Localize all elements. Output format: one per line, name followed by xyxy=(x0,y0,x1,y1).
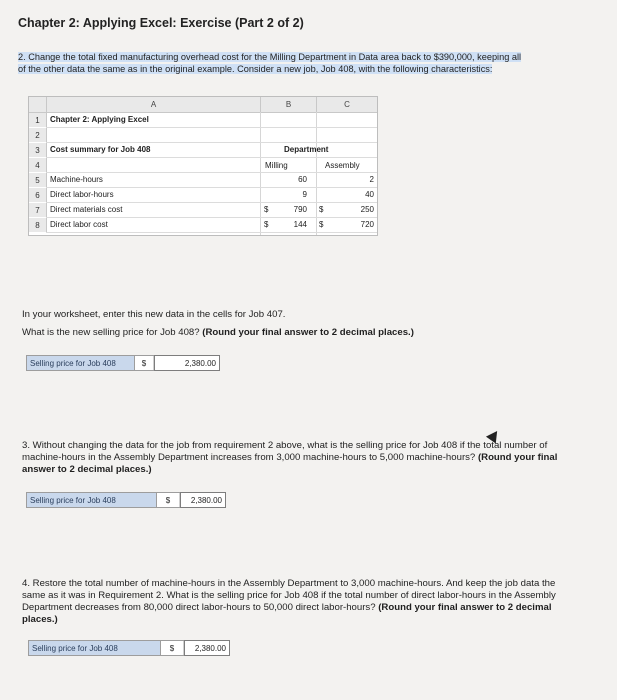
assembly-value: 720 xyxy=(360,220,374,229)
instructions xyxy=(18,52,603,75)
assembly-value: 40 xyxy=(365,190,374,199)
question-2 xyxy=(22,327,414,339)
row-number: 5 xyxy=(29,173,47,187)
question-3-round-note-end: answer to 2 decimal places.) xyxy=(22,464,152,475)
assembly-header: Assembly xyxy=(325,161,360,170)
assembly-value: 250 xyxy=(360,205,374,214)
currency-symbol: $ xyxy=(319,220,324,229)
milling-value: 60 xyxy=(298,175,307,184)
row-number: 6 xyxy=(29,188,47,202)
row-label: Machine-hours xyxy=(50,175,103,184)
column-header-b: B xyxy=(261,97,317,113)
question-3-round-note: (Round your final xyxy=(477,452,558,463)
question-4-line-2: same as it was in Requirement 2. What is the selling price for Job 408 if the total number of direct labor-hours in the Assembly xyxy=(22,590,556,601)
question-3-line-2: machine-hours in the Assembly Department increases from 3,000 machine-hours to 5,000 machine-hours? xyxy=(22,452,476,463)
answer-label: Selling price for Job 408 xyxy=(29,641,161,655)
spreadsheet xyxy=(28,96,378,236)
row-number: 1 xyxy=(29,113,47,127)
question-3-line-1: 3. Without changing the data for the job from requirement 2 above, what is the selling price for Job 408 if the total number of xyxy=(22,440,548,451)
milling-value: 144 xyxy=(293,220,307,229)
row-number: 7 xyxy=(29,203,47,217)
selling-price-input[interactable]: 2,380.00 xyxy=(184,640,230,656)
instruction-line-2: of the other data the same as in the original example. Consider a new job, Job 408, with the following characteristics: xyxy=(18,63,493,74)
milling-value: 9 xyxy=(302,190,307,199)
question-2-round-note: (Round your final answer to 2 decimal places.) xyxy=(202,327,414,338)
question-2-text: What is the new selling price for Job 408? xyxy=(22,327,200,338)
row-label: Direct materials cost xyxy=(50,205,123,214)
row-number: 3 xyxy=(29,143,47,157)
answer-row-4 xyxy=(28,640,230,656)
currency-symbol: $ xyxy=(135,356,154,370)
department-header: Department xyxy=(284,145,329,154)
milling-header: Milling xyxy=(265,161,288,170)
currency-symbol: $ xyxy=(264,205,269,214)
answer-row-2 xyxy=(26,355,220,371)
row-number: 4 xyxy=(29,158,47,172)
cell-a3: Cost summary for Job 408 xyxy=(50,145,151,154)
instruction-line-1: 2. Change the total fixed manufacturing overhead cost for the Milling Department in Data area back to $390,000, keeping all xyxy=(18,52,522,62)
corner-cell xyxy=(29,97,47,113)
milling-value: 790 xyxy=(293,205,307,214)
question-4-round-note: (Round your final answer to 2 decimal xyxy=(378,602,552,613)
page-title: Chapter 2: Applying Excel: Exercise (Part 2 of 2) xyxy=(18,16,304,30)
column-header-a: A xyxy=(47,97,261,113)
selling-price-input[interactable]: 2,380.00 xyxy=(180,492,226,508)
currency-symbol: $ xyxy=(264,220,269,229)
cell-a1: Chapter 2: Applying Excel xyxy=(50,115,149,124)
question-4-round-note-end: places.) xyxy=(22,614,58,625)
row-label: Direct labor-hours xyxy=(50,190,114,199)
column-header-c: C xyxy=(317,97,377,113)
row-label: Direct labor cost xyxy=(50,220,108,229)
currency-symbol: $ xyxy=(161,641,184,655)
currency-symbol: $ xyxy=(157,493,180,507)
selling-price-input[interactable]: 2,380.00 xyxy=(154,355,220,371)
answer-row-3 xyxy=(26,492,226,508)
question-4-line-3: Department decreases from 80,000 direct labor-hours to 50,000 direct labor-hours? xyxy=(22,602,376,613)
question-4 xyxy=(22,578,607,626)
assembly-value: 2 xyxy=(369,175,374,184)
question-4-line-1: 4. Restore the total number of machine-hours in the Assembly Department to 3,000 machine-hours. And keep the job data the xyxy=(22,578,556,589)
question-3 xyxy=(22,440,607,476)
row-number: 2 xyxy=(29,128,47,142)
answer-label: Selling price for Job 408 xyxy=(27,356,135,370)
answer-label: Selling price for Job 408 xyxy=(27,493,157,507)
enter-data-text: In your worksheet, enter this new data in the cells for Job 407. xyxy=(22,309,286,320)
currency-symbol: $ xyxy=(319,205,324,214)
row-number: 8 xyxy=(29,218,47,232)
